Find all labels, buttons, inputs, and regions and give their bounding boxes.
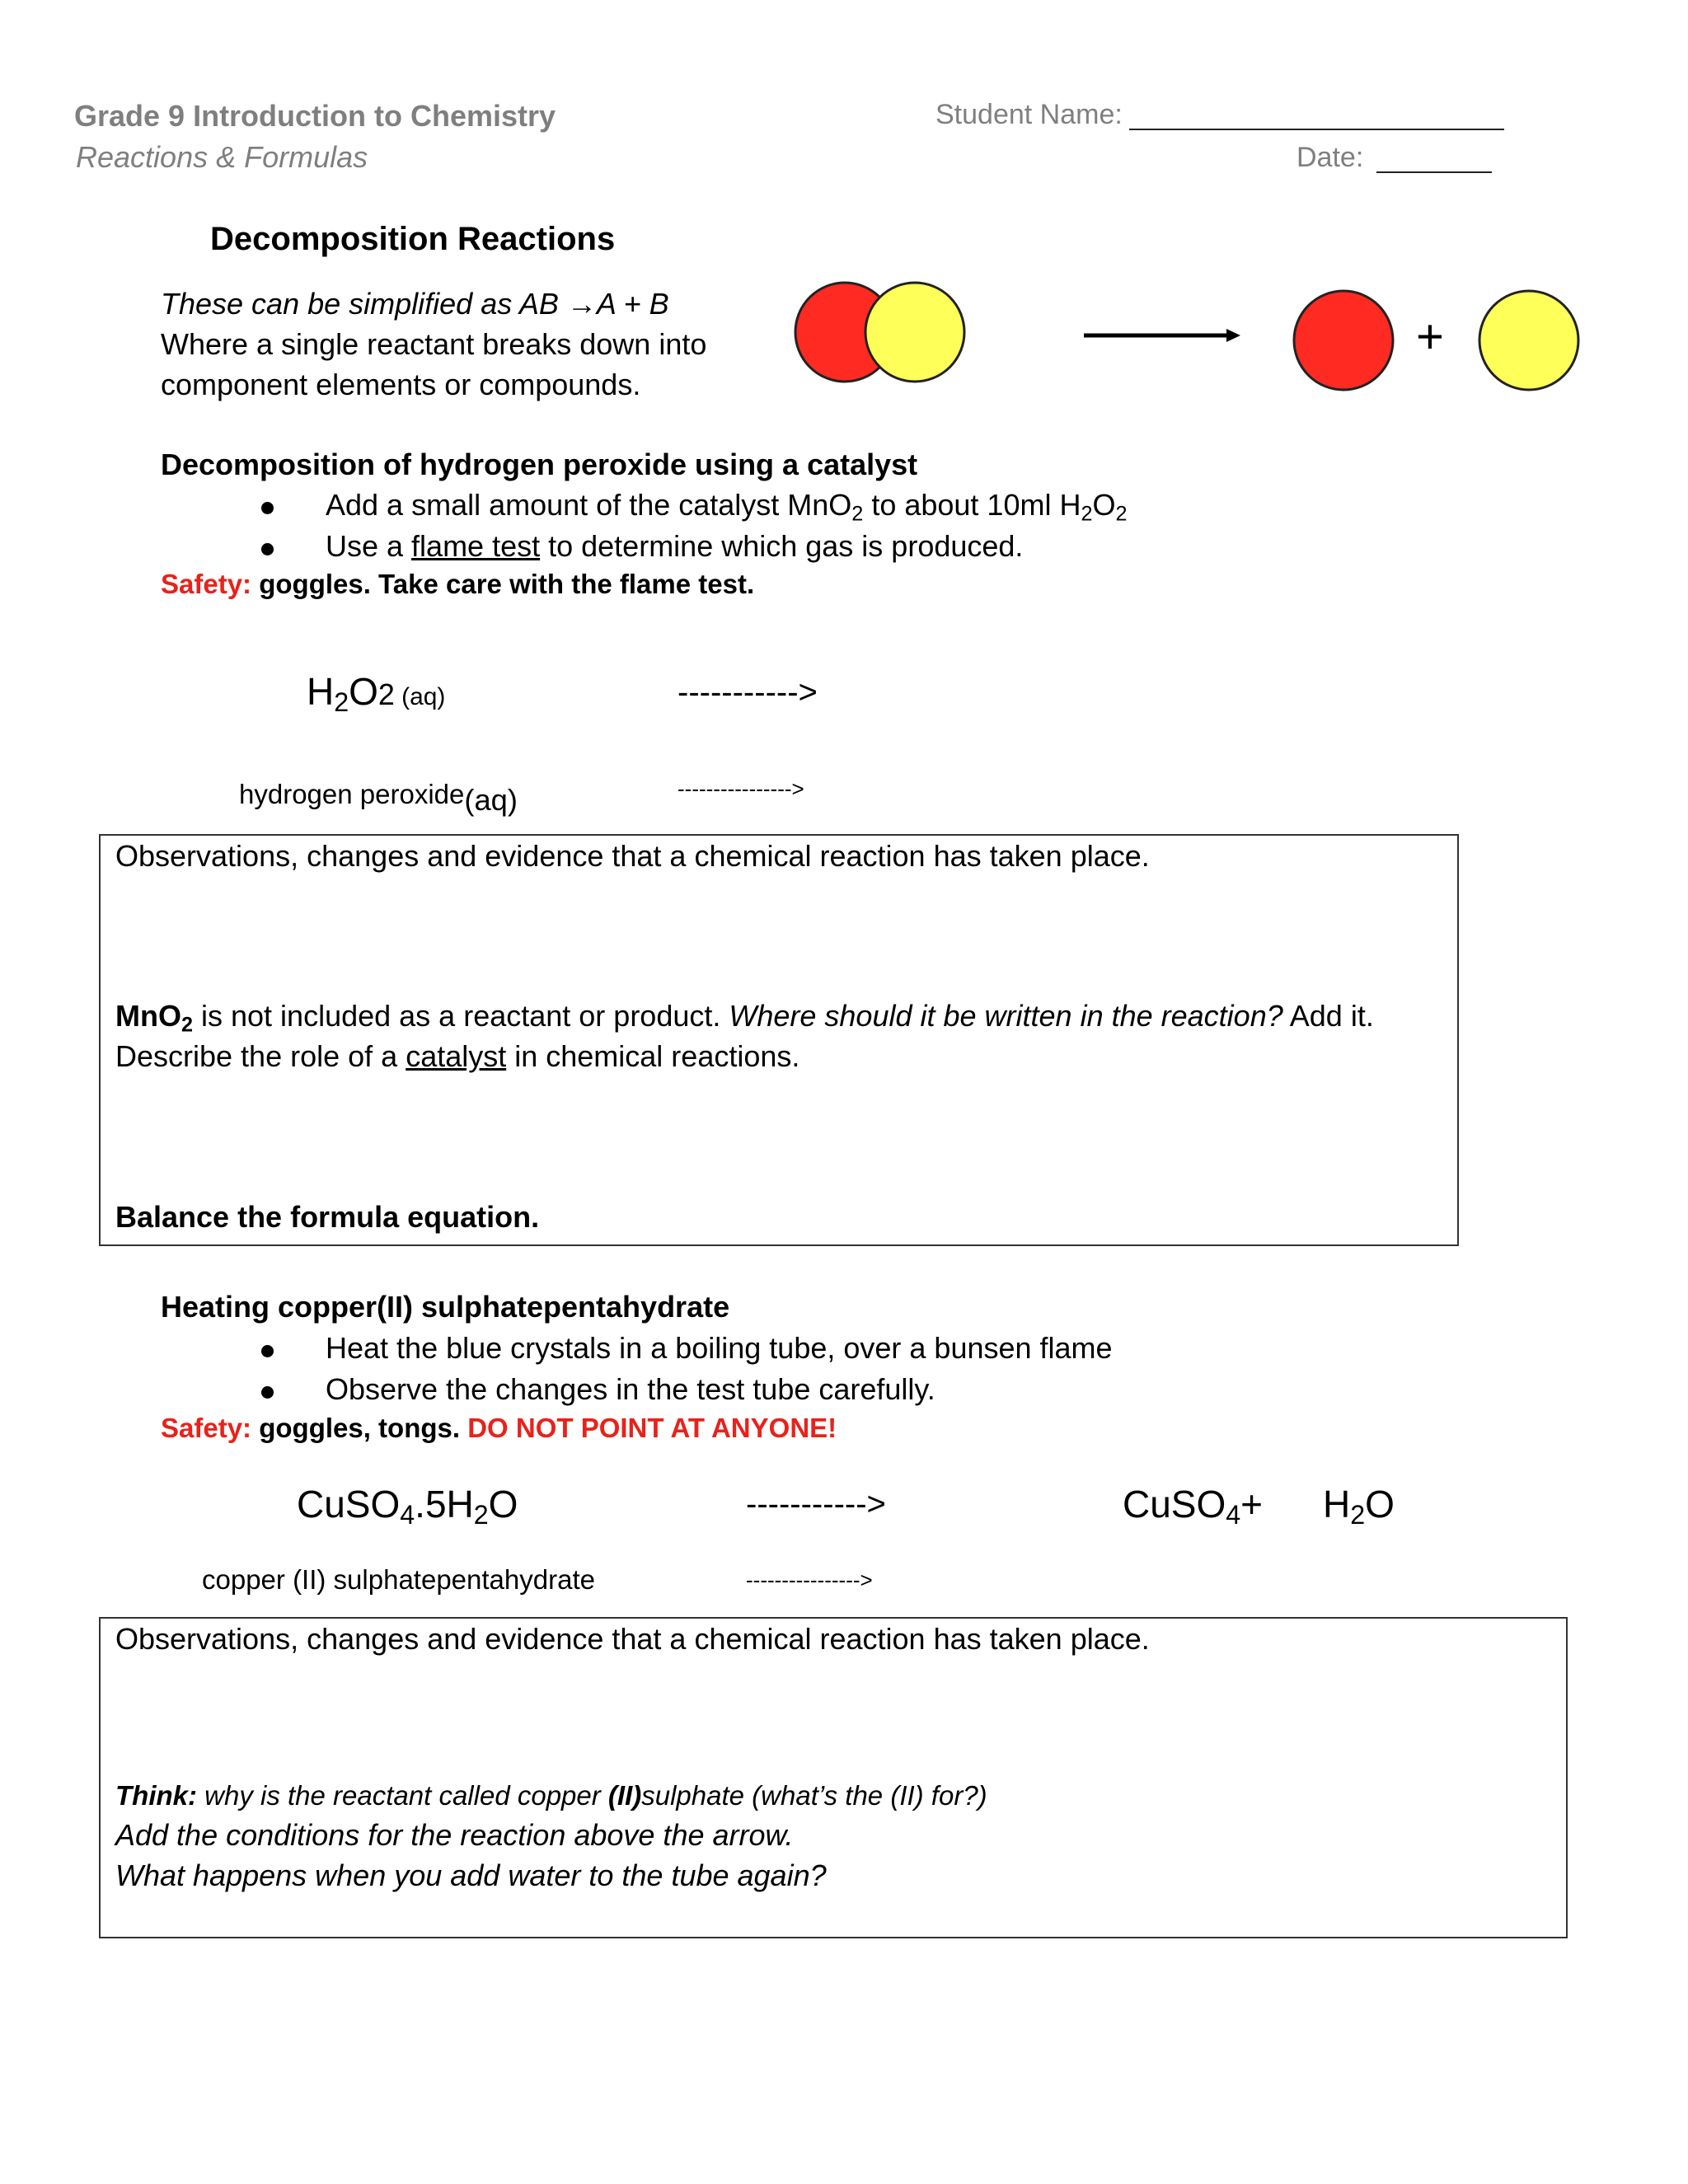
- mno2-italic: Where should it be written in the reaction?: [729, 999, 1283, 1033]
- safety-warning: DO NOT POINT AT ANYONE!: [467, 1413, 837, 1443]
- formula-hydrate: .5H: [415, 1483, 474, 1526]
- exp1-observations-box[interactable]: [99, 834, 1459, 1246]
- red-atom-icon: [1294, 291, 1393, 390]
- catalyst-question: [115, 1039, 799, 1074]
- exp1-formula: [307, 669, 445, 718]
- catalyst-pre: Describe the role of a: [115, 1039, 406, 1073]
- exp1-bullet-1-o: O: [1092, 488, 1116, 522]
- subscript: 2: [1081, 502, 1093, 526]
- formula-plus: +: [1240, 1483, 1264, 1526]
- subscript: 2: [1115, 502, 1128, 526]
- exp2-product-1: [1123, 1482, 1263, 1530]
- exp2-formula-arrow: ----------->: [746, 1486, 886, 1522]
- water-question: What happens when you add water to the tube again?: [115, 1858, 827, 1892]
- bullet-icon: [261, 502, 274, 514]
- formula-cuso: CuSO: [1123, 1483, 1226, 1526]
- intro-desc-2: component elements or compounds.: [161, 368, 641, 401]
- formula-h: H: [1323, 1483, 1351, 1526]
- unit-title: Reactions & Formulas: [76, 140, 368, 174]
- subscript: 2: [181, 1013, 193, 1037]
- exp1-bullet-2-pre: Use a: [326, 529, 412, 563]
- think-question: [115, 1780, 987, 1811]
- exp1-bullet-1: [326, 488, 1128, 526]
- exp2-word-arrow: ---------------->: [746, 1568, 873, 1592]
- subscript: 2: [851, 502, 864, 526]
- decomposition-diagram: [775, 268, 1599, 400]
- think-text-2: sulphate (what’s the (II) for?): [641, 1780, 987, 1811]
- simplified-products: A + B: [596, 287, 669, 321]
- formula-o: O: [488, 1483, 518, 1526]
- state-symbol: (aq): [464, 783, 518, 817]
- exp2-formula: [297, 1482, 518, 1530]
- date-line[interactable]: [1376, 171, 1492, 173]
- formula-h: H: [307, 670, 335, 713]
- balance-prompt: Balance the formula equation.: [115, 1200, 540, 1234]
- plus-sign: +: [1416, 310, 1444, 363]
- subscript: 2: [473, 1500, 489, 1530]
- simplified-label: These can be simplified as AB: [161, 287, 559, 321]
- mno2-question: [115, 999, 1374, 1037]
- safety-label: Safety:: [161, 1413, 252, 1443]
- subscript: 4: [400, 1500, 415, 1530]
- intro-desc-1: Where a single reactant breaks down into: [161, 327, 707, 361]
- yellow-atom-icon: [1479, 291, 1578, 390]
- exp1-bullet-2-post: to determine which gas is produced.: [540, 529, 1024, 563]
- mno2-label: MnO: [115, 999, 181, 1033]
- simplified-text: [161, 287, 669, 321]
- exp1-formula-arrow: ----------->: [678, 674, 818, 710]
- bullet-icon: [261, 1386, 274, 1399]
- safety-text: goggles. Take care with the flame test.: [251, 569, 755, 599]
- course-title: Grade 9 Introduction to Chemistry: [74, 99, 556, 133]
- exp1-bullet-1-text: Add a small amount of the catalyst MnO: [326, 488, 852, 522]
- subscript: 2: [1350, 1500, 1366, 1530]
- exp2-observations-prompt: Observations, changes and evidence that a chemical reaction has taken place.: [115, 1622, 1150, 1656]
- catalyst-link[interactable]: catalyst: [406, 1039, 507, 1073]
- student-name-label: Student Name:: [935, 99, 1123, 130]
- exp1-observations-prompt: Observations, changes and evidence that a chemical reaction has taken place.: [115, 839, 1150, 873]
- exp2-word-equation: copper (II) sulphatepentahydrate: [202, 1564, 595, 1595]
- catalyst-post: in chemical reactions.: [506, 1039, 800, 1073]
- flame-test-link[interactable]: flame test: [411, 529, 541, 563]
- mno2-text: is not included as a reactant or product.: [193, 999, 729, 1033]
- conditions-prompt: Add the conditions for the reaction above the arrow.: [115, 1818, 794, 1852]
- student-name-line[interactable]: [1129, 129, 1504, 130]
- section-title: Decomposition Reactions: [210, 221, 616, 257]
- exp2-product-2: [1323, 1482, 1395, 1530]
- mno2-add: Add it.: [1282, 999, 1374, 1033]
- formula-o: O: [1365, 1483, 1395, 1526]
- think-text: why is the reactant called copper: [196, 1780, 608, 1811]
- date-label: Date:: [1296, 142, 1364, 173]
- exp1-bullet-2: [326, 529, 1023, 564]
- subscript: 2: [334, 687, 349, 718]
- word-name: hydrogen peroxide: [239, 779, 465, 809]
- exp2-title: Heating copper(II) sulphatepentahydrate: [161, 1290, 730, 1324]
- subscript: 2: [377, 678, 395, 711]
- exp2-bullet-2: Observe the changes in the test tube carefully.: [326, 1372, 935, 1406]
- exp1-safety: [161, 569, 754, 600]
- reaction-arrow-head-icon: [1226, 329, 1240, 342]
- think-label: Think:: [115, 1780, 197, 1811]
- formula-cuso: CuSO: [297, 1483, 401, 1526]
- safety-text: goggles, tongs.: [251, 1413, 468, 1443]
- bullet-icon: [261, 1345, 274, 1357]
- exp1-title: Decomposition of hydrogen peroxide using a catalyst: [161, 448, 918, 481]
- exp1-bullet-1-mid: to about 10ml H: [863, 488, 1081, 522]
- exp2-observations-box[interactable]: [99, 1617, 1568, 1938]
- yellow-atom-bonded-icon: [865, 283, 964, 382]
- exp1-word-equation: [239, 776, 518, 817]
- think-bold: (II): [607, 1780, 642, 1811]
- exp2-safety: [161, 1413, 837, 1444]
- bullet-icon: [261, 543, 274, 555]
- state-symbol: (aq): [394, 683, 446, 710]
- exp2-bullet-1: Heat the blue crystals in a boiling tube, over a bunsen flame: [326, 1331, 1113, 1365]
- formula-o: O: [349, 670, 378, 713]
- safety-label: Safety:: [161, 569, 252, 599]
- subscript: 4: [1226, 1500, 1241, 1530]
- right-arrow-icon: →: [566, 287, 597, 321]
- exp1-word-arrow: ---------------->: [678, 776, 804, 801]
